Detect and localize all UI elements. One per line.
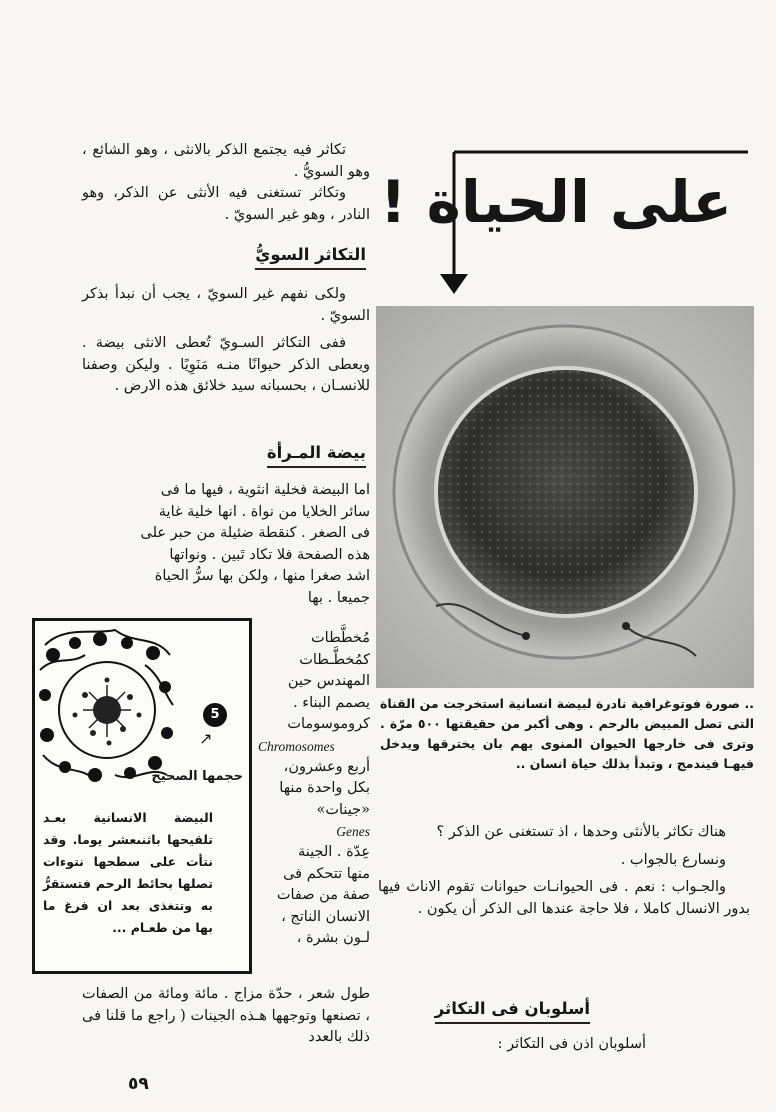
paragraph: وتكاثر تستغنى فيه الأنثى عن الذكر، وهو النادر ، وهو غير السويّ .: [82, 185, 370, 223]
text-line: كمُخطَّـطات: [299, 651, 370, 668]
heading-normal-reproduction: التكاثر السويُّ: [255, 244, 366, 270]
egg-photograph: [376, 306, 754, 688]
section-2-text: [82, 480, 370, 609]
page-number: ٥٩: [128, 1074, 149, 1094]
paragraph: ونسارع بالجواب .: [620, 851, 726, 868]
final-line: أسلوبان اذن فى التكاثر :: [497, 1036, 646, 1052]
text-line: اشد صغرا منها ، ولكن بها سرُّ الحياة: [154, 568, 370, 584]
bottom-text: [82, 984, 370, 1049]
figure-number: 5: [203, 703, 227, 727]
latin-term: Genes: [336, 824, 370, 839]
paragraph: والجـواب : نعم . فى الحيوانـات حيوانات تقوم الاناث فيها بدور الانسال كاملا ، فلا حاجة عندها الى الذكر أن يكون .: [378, 879, 750, 917]
heading-two-methods: أسلوبان فى التكاثر: [435, 998, 590, 1024]
text-line: بكل واحدة منها: [279, 780, 370, 796]
paragraph: تكاثر فيه يجتمع الذكر بالانثى ، وهو الشائع ، وهو السويُّ .: [82, 142, 370, 180]
heading-womans-egg: بيضة المـرأة: [267, 442, 366, 468]
text-line: أربع وعشرون،: [283, 758, 370, 775]
inset-label: حجمها الصحيح: [151, 769, 243, 784]
inset-caption: البيضة الانسانية بعـد تلقيحها باثنىعشر يوما. وقد نتأت على سطحها نتوءات تصلها بحائط الرحم فتستقرُّ به وتتغذى بعد ان فرغ ما بها من طعـام ...: [43, 810, 213, 935]
paragraph: طول شعر ، حدّة مزاج . مائة ومائة من الصفات ، تصنعها وتوجهها هـذه الجينات ( راجع ما قلنا فى ذلك بالعدد: [82, 986, 370, 1045]
narrow-column: [258, 628, 370, 950]
egg-photo-art: [376, 306, 754, 688]
article-title: على الحياة !: [380, 168, 732, 236]
text-line: كروموسومات: [287, 716, 370, 732]
text-line: الانسان الناتج ،: [281, 908, 370, 925]
photo-caption-text: .. صورة فوتوغرافية نادرة لبيضة انسانية استخرجت من القناة التى تصل المبيض بالرحم . وهى أكبر من حقيقتها ٥٠٠ مرّة . وترى فى خارجها الحيوان المنوى يهم بان يخترقها ويدخل فيهـا فيندمج ، وتبدأ بذلك حياة انسان ..: [380, 696, 754, 771]
text-line: اما البيضة فخلية انثوية ، فيها ما فى: [160, 482, 370, 498]
text-line: سائر الخلايا من نواة . انها خلية غاية: [158, 503, 370, 520]
text-line: لـون بشرة ،: [296, 930, 370, 946]
text-line: مُخطَّطات: [311, 630, 370, 646]
arrow-icon: ↗: [199, 729, 213, 748]
text-line: عِدّة . الجينة: [297, 844, 370, 860]
text-line: جميعا . بها: [307, 589, 370, 606]
intro-text: [82, 140, 370, 226]
text-line: يصمم البناء .: [293, 694, 370, 711]
text-line: هذه الصفحة فلا تكاد تَبين . ونواتها: [169, 546, 370, 563]
text-line: «جينات»: [316, 801, 370, 818]
section-1-text: [82, 284, 370, 398]
paragraph: ولكى نفهم غير السويّ ، يجب أن نبدأ بذكر السويّ .: [82, 286, 370, 324]
text-line: منها تتحكم فى: [283, 865, 370, 882]
paragraph: هناك تكاثر بالأنثى وحدها ، اذ تستغنى عن الذكر ؟: [436, 824, 726, 840]
photo-caption: [380, 694, 754, 774]
fertilized-egg-illustration: [35, 625, 175, 785]
right-column-text: [378, 822, 750, 920]
text-line: فى الصغر . كنقطة ضئيلة من حبر على: [140, 525, 370, 541]
text-line: صفة من صفات: [276, 887, 370, 903]
inset-caption-box: [43, 807, 213, 955]
inset-box: [32, 618, 252, 974]
paragraph: ففى التكاثر السـويّ تُعطى الانثى بيضة . ويعطى الذكر حيوانًا منـه مَنَوِيًا . وليكن وصفنا للانسـان ، بحسبانه سيد خلائق هذه الارض .: [82, 335, 370, 394]
latin-term: Chromosomes: [258, 738, 335, 754]
text-line: المهندس حين: [287, 673, 370, 689]
